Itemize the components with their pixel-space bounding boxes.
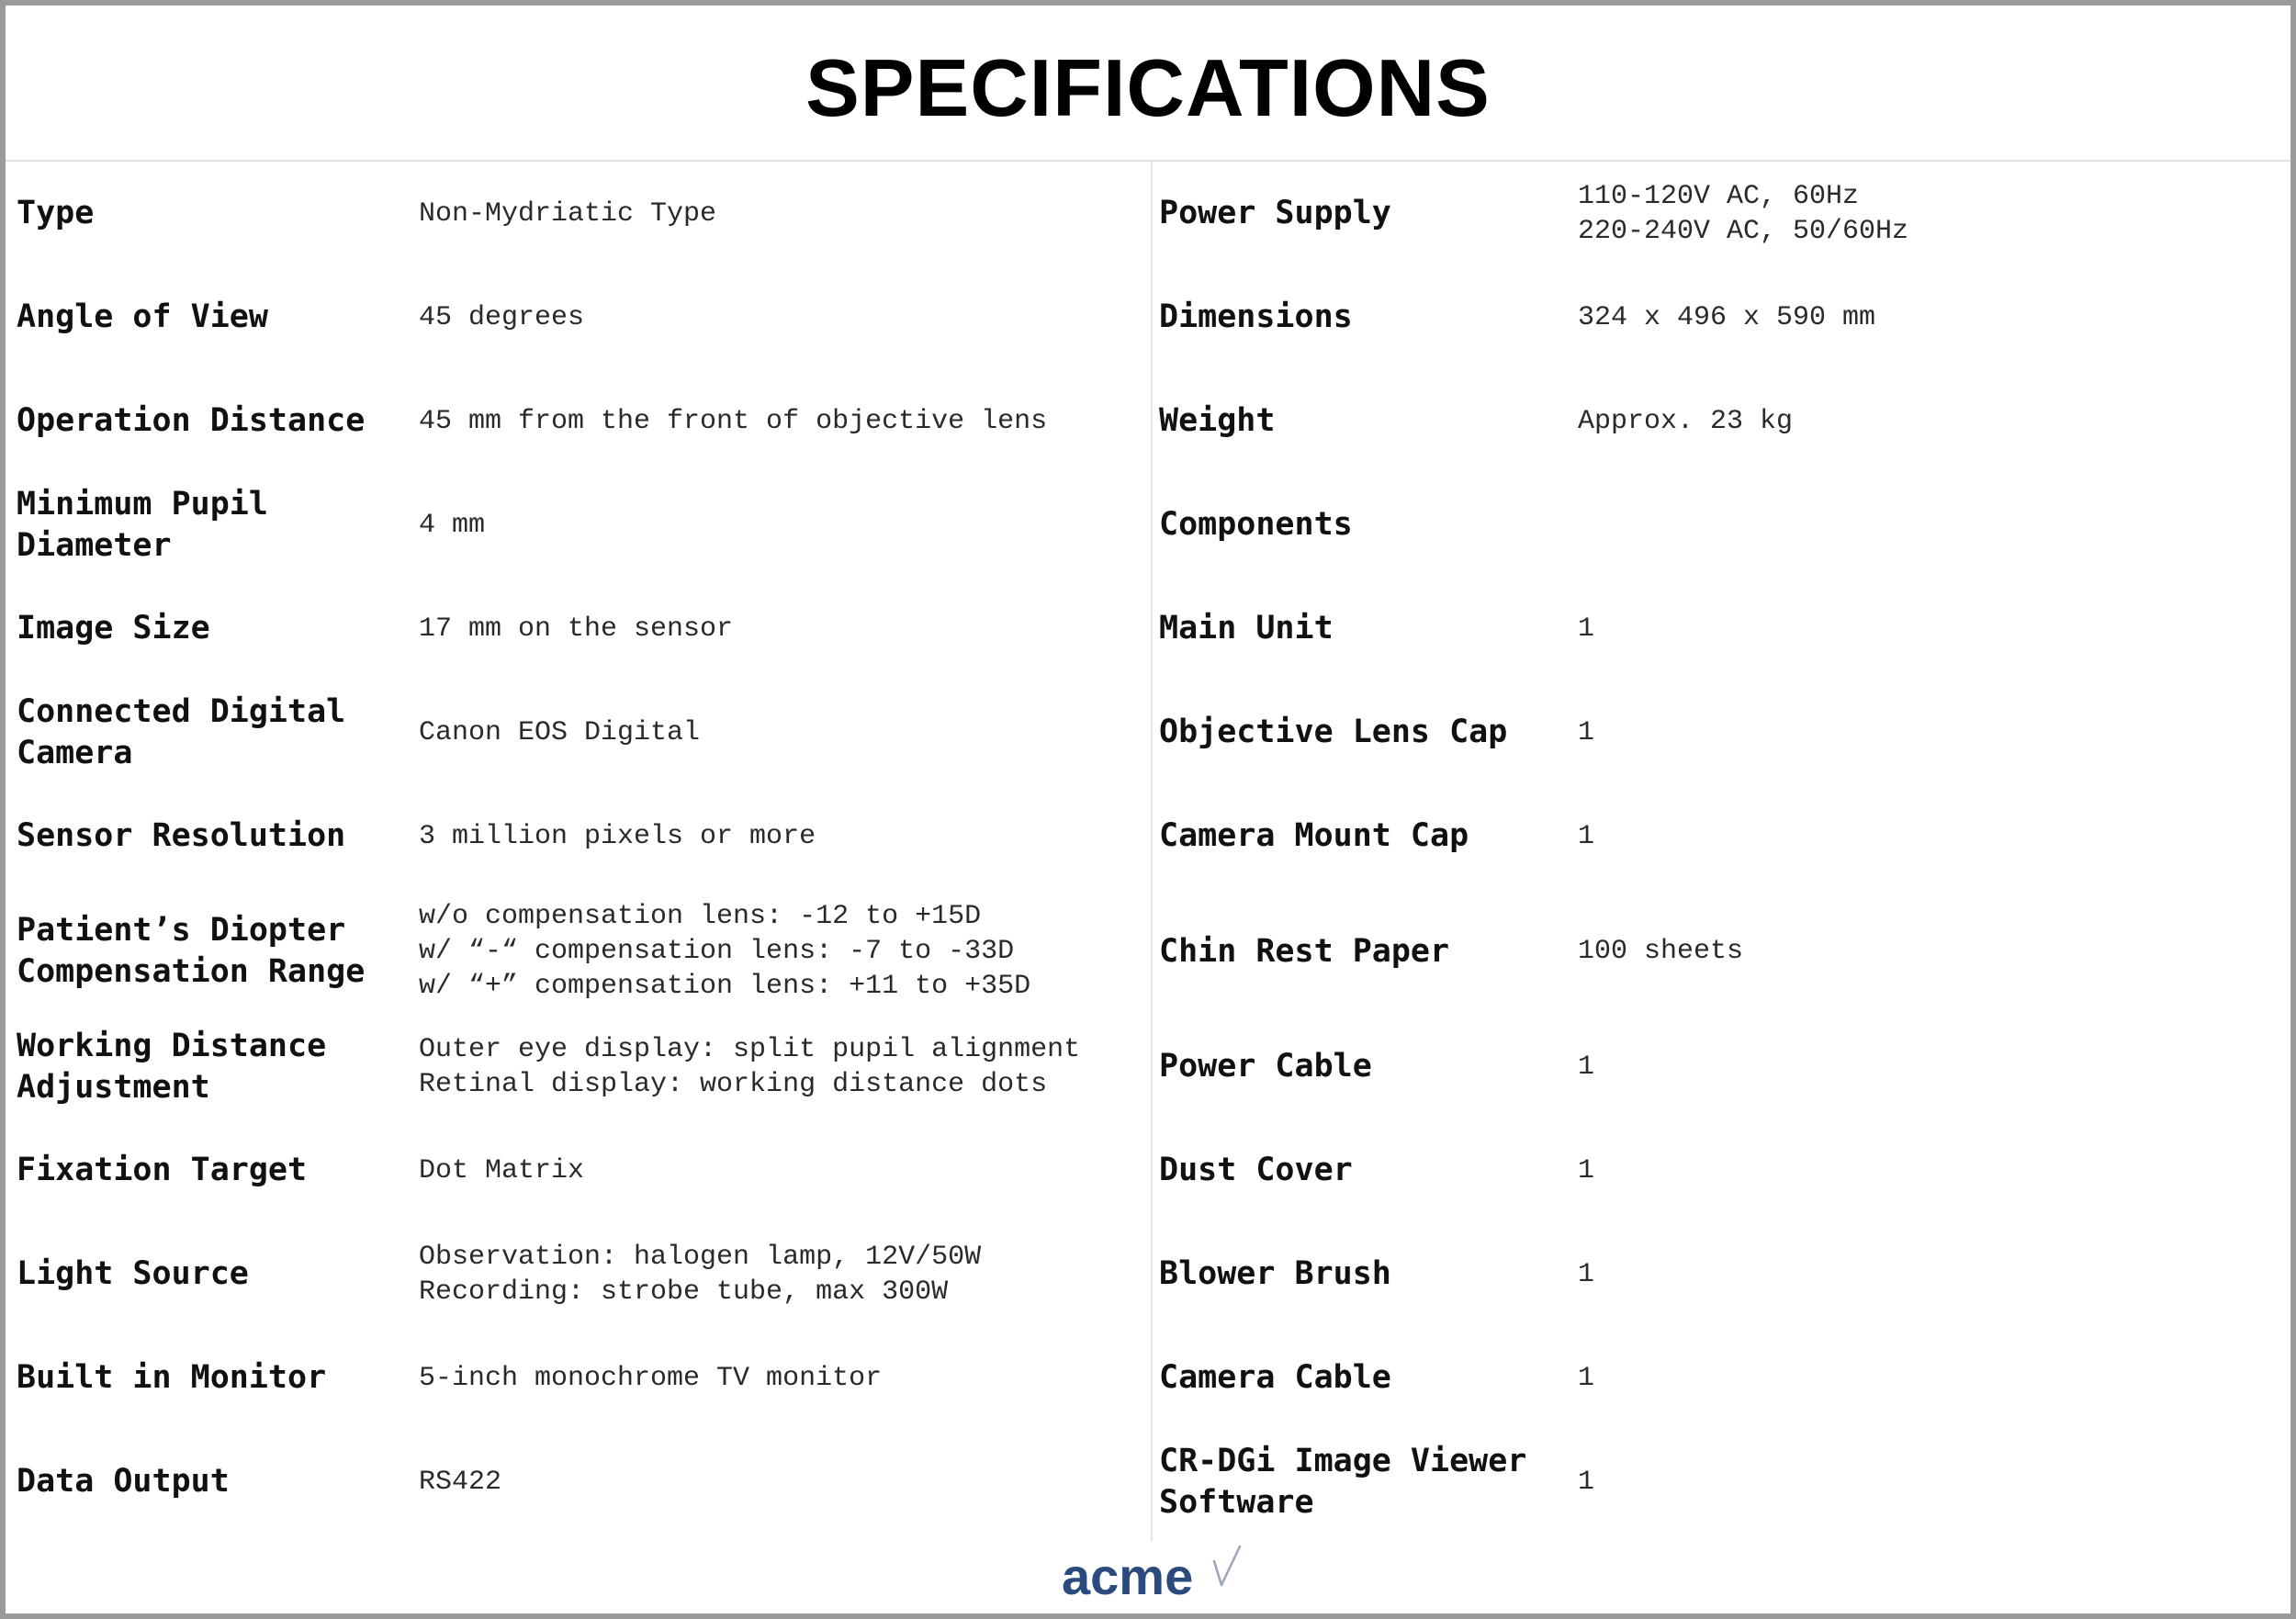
spec-row-weight	[1159, 369, 2289, 473]
spec-value: w/o compensation lens: -12 to +15D w/ “-“ compensation lens: -7 to -33D w/ “+” compensation lens: +11 to +35D	[419, 901, 1031, 1002]
logo-wordmark: acme	[1062, 1547, 1194, 1605]
spec-value: Outer eye display: split pupil alignment Retinal display: working distance dots	[419, 1033, 1081, 1100]
spec-value: Observation: halogen lamp, 12V/50W Recording: strobe tube, max 300W	[419, 1241, 982, 1308]
spec-label: Connected Digital Camera	[17, 692, 346, 771]
spec-value: Approx. 23 kg	[1578, 405, 1794, 437]
spec-row-camera-cable	[1159, 1326, 2289, 1430]
page-title: SPECIFICATIONS	[805, 42, 1491, 133]
spec-column-left	[17, 162, 1146, 1541]
spec-value: RS422	[419, 1466, 502, 1498]
spec-row-sensor-resolution	[17, 784, 1146, 888]
spec-value: 1	[1578, 1258, 1595, 1290]
spec-row-main-unit	[1159, 577, 2289, 680]
spec-value: 3 million pixels or more	[419, 820, 816, 852]
spec-label: Fixation Target	[17, 1152, 308, 1188]
spec-label: Type	[17, 195, 95, 231]
spec-row-connected-digital-camera	[17, 680, 1146, 784]
spec-row-diopter-compensation-range	[17, 888, 1146, 1015]
spec-value: 1	[1578, 1051, 1595, 1083]
spec-label: Light Source	[17, 1255, 249, 1292]
spec-row-type	[17, 162, 1146, 265]
spec-label: Main Unit	[1159, 610, 1334, 646]
spec-row-angle-of-view	[17, 265, 1146, 369]
spec-row-dimensions	[1159, 265, 2289, 369]
column-divider	[1151, 162, 1153, 1541]
spec-row-light-source	[17, 1222, 1146, 1326]
spec-label: Dust Cover	[1159, 1152, 1353, 1188]
spec-label: Power Supply	[1159, 195, 1391, 231]
spec-value: Canon EOS Digital	[419, 716, 701, 748]
spec-value: 1	[1578, 820, 1595, 852]
spec-label: Blower Brush	[1159, 1255, 1391, 1292]
spec-row-image-size	[17, 577, 1146, 680]
spec-value: 5-inch monochrome TV monitor	[419, 1362, 883, 1394]
spec-label: Angle of View	[17, 298, 268, 335]
spec-row-components	[1159, 473, 2289, 577]
spec-row-objective-lens-cap	[1159, 680, 2289, 784]
spec-label: Weight	[1159, 402, 1276, 439]
spec-value: 45 mm from the front of objective lens	[419, 405, 1048, 437]
spec-value: 100 sheets	[1578, 936, 1744, 967]
spec-value: Dot Matrix	[419, 1154, 585, 1186]
spec-label: Working Distance Adjustment	[17, 1027, 327, 1106]
spec-label: Dimensions	[1159, 298, 1353, 335]
spec-row-power-cable	[1159, 1015, 2289, 1119]
spec-value: 324 x 496 x 590 mm	[1578, 301, 1876, 333]
spec-value: 1	[1578, 1466, 1595, 1498]
spec-row-dust-cover	[1159, 1119, 2289, 1222]
spec-row-data-output	[17, 1430, 1146, 1534]
spec-row-camera-mount-cap	[1159, 784, 2289, 888]
logo-swoosh-icon	[1209, 1541, 1245, 1596]
spec-label: Data Output	[17, 1463, 230, 1500]
spec-label: Power Cable	[1159, 1048, 1372, 1085]
spec-label: Sensor Resolution	[17, 817, 346, 854]
spec-value: 45 degrees	[419, 301, 585, 333]
spec-column-right	[1159, 162, 2289, 1541]
spec-row-fixation-target	[17, 1119, 1146, 1222]
spec-label: Components	[1159, 506, 1353, 543]
spec-value: Non-Mydriatic Type	[419, 197, 717, 230]
spec-row-minimum-pupil-diameter	[17, 473, 1146, 577]
spec-label: Minimum Pupil Diameter	[17, 485, 268, 564]
spec-value: 1	[1578, 716, 1595, 748]
spec-value: 1	[1578, 1362, 1595, 1394]
acme-logo	[1062, 1541, 1245, 1614]
spec-label: CR-DGi Image Viewer Software	[1159, 1442, 1527, 1521]
spec-label: Image Size	[17, 610, 210, 646]
spec-label: Operation Distance	[17, 402, 366, 439]
spec-label: Camera Cable	[1159, 1359, 1391, 1396]
spec-label: Objective Lens Cap	[1159, 714, 1508, 750]
spec-value: 17 mm on the sensor	[419, 613, 734, 645]
spec-row-working-distance-adjustment	[17, 1015, 1146, 1119]
spec-label: Patient’s Diopter Compensation Range	[17, 912, 366, 990]
spec-row-built-in-monitor	[17, 1326, 1146, 1430]
spec-row-chin-rest-paper	[1159, 888, 2289, 1015]
spec-value: 1	[1578, 613, 1595, 645]
spec-row-blower-brush	[1159, 1222, 2289, 1326]
spec-value: 4 mm	[419, 509, 486, 541]
spec-row-power-supply	[1159, 162, 2289, 265]
spec-row-image-viewer-software	[1159, 1430, 2289, 1534]
spec-value: 110-120V AC, 60Hz 220-240V AC, 50/60Hz	[1578, 180, 1909, 247]
spec-label: Camera Mount Cap	[1159, 817, 1469, 854]
spec-value: 1	[1578, 1154, 1595, 1186]
spec-label: Built in Monitor	[17, 1359, 327, 1396]
spec-row-operation-distance	[17, 369, 1146, 473]
spec-label: Chin Rest Paper	[1159, 932, 1450, 970]
